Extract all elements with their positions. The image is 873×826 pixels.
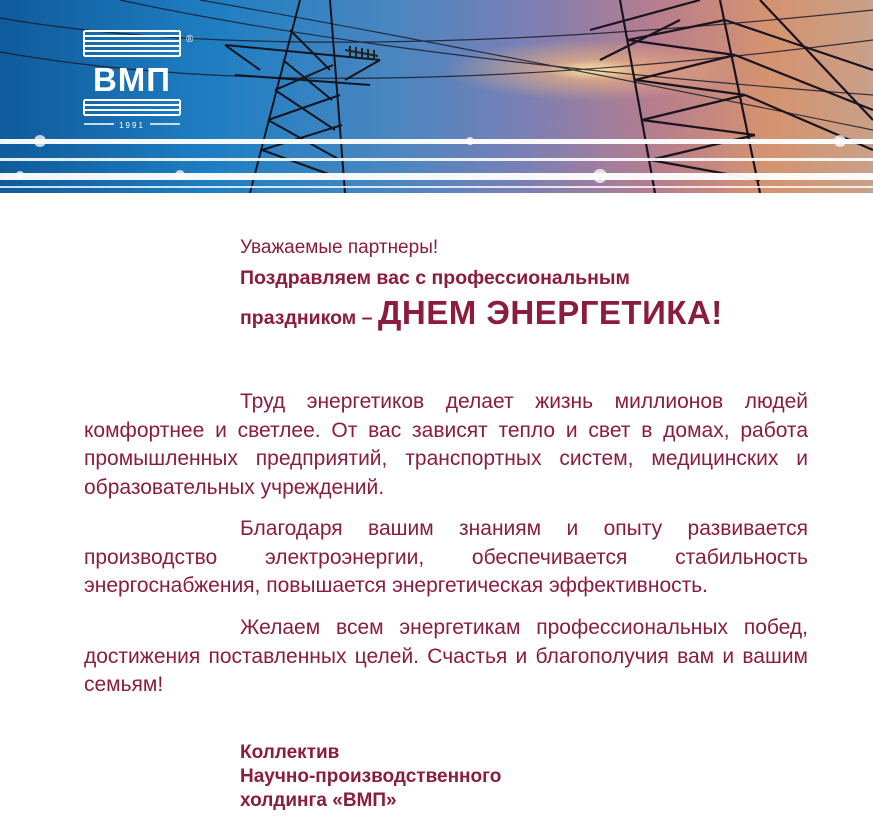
energy-day-headline: ДНЕМ ЭНЕРГЕТИКА! [377,294,723,331]
signature-line-2: Научно-производственного [240,766,502,787]
signature-line-1: Коллектив [240,742,340,763]
signature [240,741,501,813]
logo-year: 1991 [119,121,145,130]
logo-name: ВМП [92,61,172,98]
signature-line-3: холдинга «ВМП» [240,790,397,811]
registered-mark-icon: ® [186,34,194,45]
congrats-prefix: праздником – [240,307,378,329]
pylon-right-icon [590,0,873,193]
header-banner [0,0,873,193]
congrats-line-1: Поздравляем вас с профессиональным [240,267,630,289]
congrats-line-2 [240,294,723,332]
paragraph-1: Труд энергетиков делает жизнь миллионов людей комфортнее и светлее. От вас зависят тепло и свет в домах, работа промышленных предприятий, транспортных систем, медицинских и образовательных учреждений. [84,390,808,499]
paragraph-2: Благодаря вашим знаниям и опыту развивается производство электроэнергии, обеспечивается стабильность энергоснабжения, повышается энергетическая эффективность. [84,517,808,597]
vmp-logo [82,28,182,130]
paragraph-3: Желаем всем энергетикам профессиональных побед, достижения поставленных целей. Счастья и благополучия вам и вашим семьям! [84,616,808,696]
greeting: Уважаемые партнеры! [240,237,439,258]
